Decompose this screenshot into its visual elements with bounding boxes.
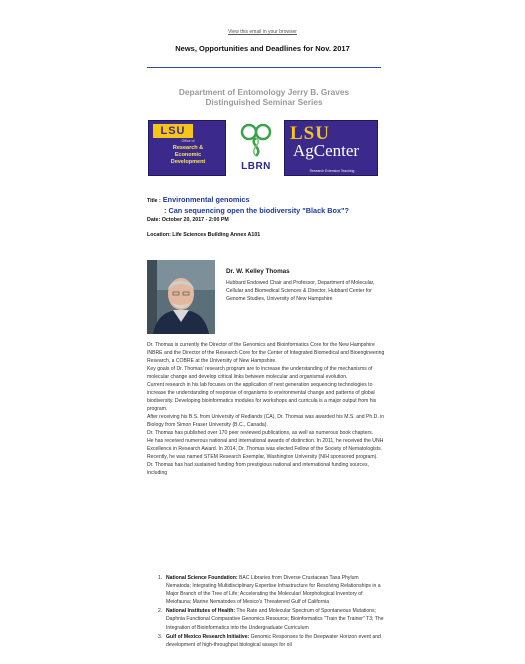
seminar-location: Location: Life Sciences Building Annex A101 xyxy=(147,232,261,238)
title-text-2: : Can sequencing open the biodiversity "Black Box"? xyxy=(164,206,349,215)
bio-paragraph: Dr. Thomas has published over 170 peer reviewed publications, as well as numerous book chapters. xyxy=(147,430,374,436)
funding-item xyxy=(158,607,384,631)
lsu-economic-line: Economic xyxy=(174,152,202,158)
lbrn-text: LBRN xyxy=(241,161,271,172)
department-title-line-2: Distinguished Seminar Series xyxy=(205,97,323,107)
speaker-bio xyxy=(147,341,385,477)
lsu-research-line: Research & xyxy=(172,145,204,151)
lsu-mark: LSU xyxy=(153,124,193,138)
lsu-office-text: Office of xyxy=(181,139,195,143)
lsu-research-logo xyxy=(148,120,226,176)
funding-org: National Science Foundation: xyxy=(166,575,238,581)
header-divider xyxy=(147,67,381,68)
funding-text: The Rate and Molecular Spectrum of Spontaneous Mutations; Daphnia Functional Comparative Genomics Resource; Bioinformatics "Train the Trainer" T3; The Integration of Bioinformatics into the Undergraduate Curriculum xyxy=(166,608,384,631)
lbrn-logo xyxy=(232,120,280,176)
funding-text: Genomic Responses to the Deepwater Horizon event and development of high-throughput biological assays for oil xyxy=(166,633,381,648)
funding-number: 1. xyxy=(158,575,163,581)
department-title xyxy=(147,87,381,107)
funding-number: 3. xyxy=(158,633,163,640)
bio-paragraph: Current research in his lab focuses on the application of next generation sequencing technologies to increase the understanding of response of organisms to environmental change and patterns of global biodiversity. Developing bioinformatics modules for workshops and curricula is a major output from his program. xyxy=(147,382,377,412)
bio-paragraph: Dr. Thomas is currently the Director of the Genomics and Bioinformatics Core for the New Hampshire INBRE and the Director of the Research Core for the Center of Integrated Biomedical and Bioengineering Research, a COBRE at the University of New Hampshire. xyxy=(147,342,385,364)
newsletter-headline: News, Opportunities and Deadlines for Nov. 2017 xyxy=(175,44,350,53)
lsu-research-text xyxy=(155,145,221,166)
agcenter-tagline: Research Extension Teaching xyxy=(309,169,355,173)
department-title-line-1: Department of Entomology Jerry B. Graves xyxy=(178,87,350,97)
bio-paragraph: Dr. Thomas has had sustained funding from prestigious national and international funding sources, including xyxy=(147,462,369,476)
agcenter-lsu-mark: LSU xyxy=(290,123,330,144)
bio-paragraph: After receiving his B.S. from University of Redlands (CA), Dr. Thomas was awarded his M.S. and Ph.D. in Biology from Simon Fraser University (B.C., Canada). xyxy=(147,414,385,428)
funding-org: Gulf of Mexico Research Initiative: xyxy=(166,633,250,640)
lsu-agcenter-logo xyxy=(284,120,378,176)
lsu-development-line: Development xyxy=(170,159,206,165)
title-label: Title : xyxy=(147,198,161,204)
funding-list xyxy=(158,574,384,650)
sponsor-logos xyxy=(148,120,378,176)
seminar-date: Date: October 20, 2017 - 2:00 PM xyxy=(147,217,229,223)
funding-item xyxy=(158,574,384,606)
bio-paragraph: Key goals of Dr. Thomas' research program are to increase the understanding of the mechanisms of molecular change and develop critical links between molecular and organismal evolution. xyxy=(147,366,373,380)
funding-org: National Institutes of Health: xyxy=(166,608,236,615)
dna-icon xyxy=(232,120,280,160)
speaker-name: Dr. W. Kelley Thomas xyxy=(226,268,290,275)
agcenter-wordmark: AgCenter xyxy=(293,141,360,160)
view-in-browser-link[interactable]: View this email in your browser xyxy=(228,29,297,35)
speaker-photo xyxy=(147,260,215,334)
funding-text: BAC Libraries from Diverse Crustacean Taxa Phylum Nematoda; Integrating Multidisciplinary Expertise Infrastructure for Resolving Relationships in a Major Branch of the Tree of Life; Accelerating the Molecular/ Morphological Inventory of Meiofauna; Marine Nematodes of Mexico's Threatened Gulf of California xyxy=(166,575,381,606)
speaker-description: Hubbard Endowed Chair and Professor, Department of Molecular, Cellular and Biomedical Sciences & Director, Hubbard Center for Genome Studies, University of New Hampshire xyxy=(226,280,375,303)
seminar-title-line-1 xyxy=(147,195,381,206)
bio-paragraph: He has received numerous national and international awards of distinction. In 2011, he received the UNH Excellence in Research Award. In 2014, Dr. Thomas was elected Fellow of the Society of Nematologists. Recently, he was named STEM Research Exemplar, Washington University (NIH sponsored program). xyxy=(147,438,384,460)
title-text-1: Environmental genomics xyxy=(162,195,250,204)
funding-number: 2. xyxy=(158,608,163,615)
funding-item xyxy=(158,633,384,649)
seminar-title xyxy=(147,195,381,216)
seminar-title-line-2 xyxy=(147,206,381,216)
